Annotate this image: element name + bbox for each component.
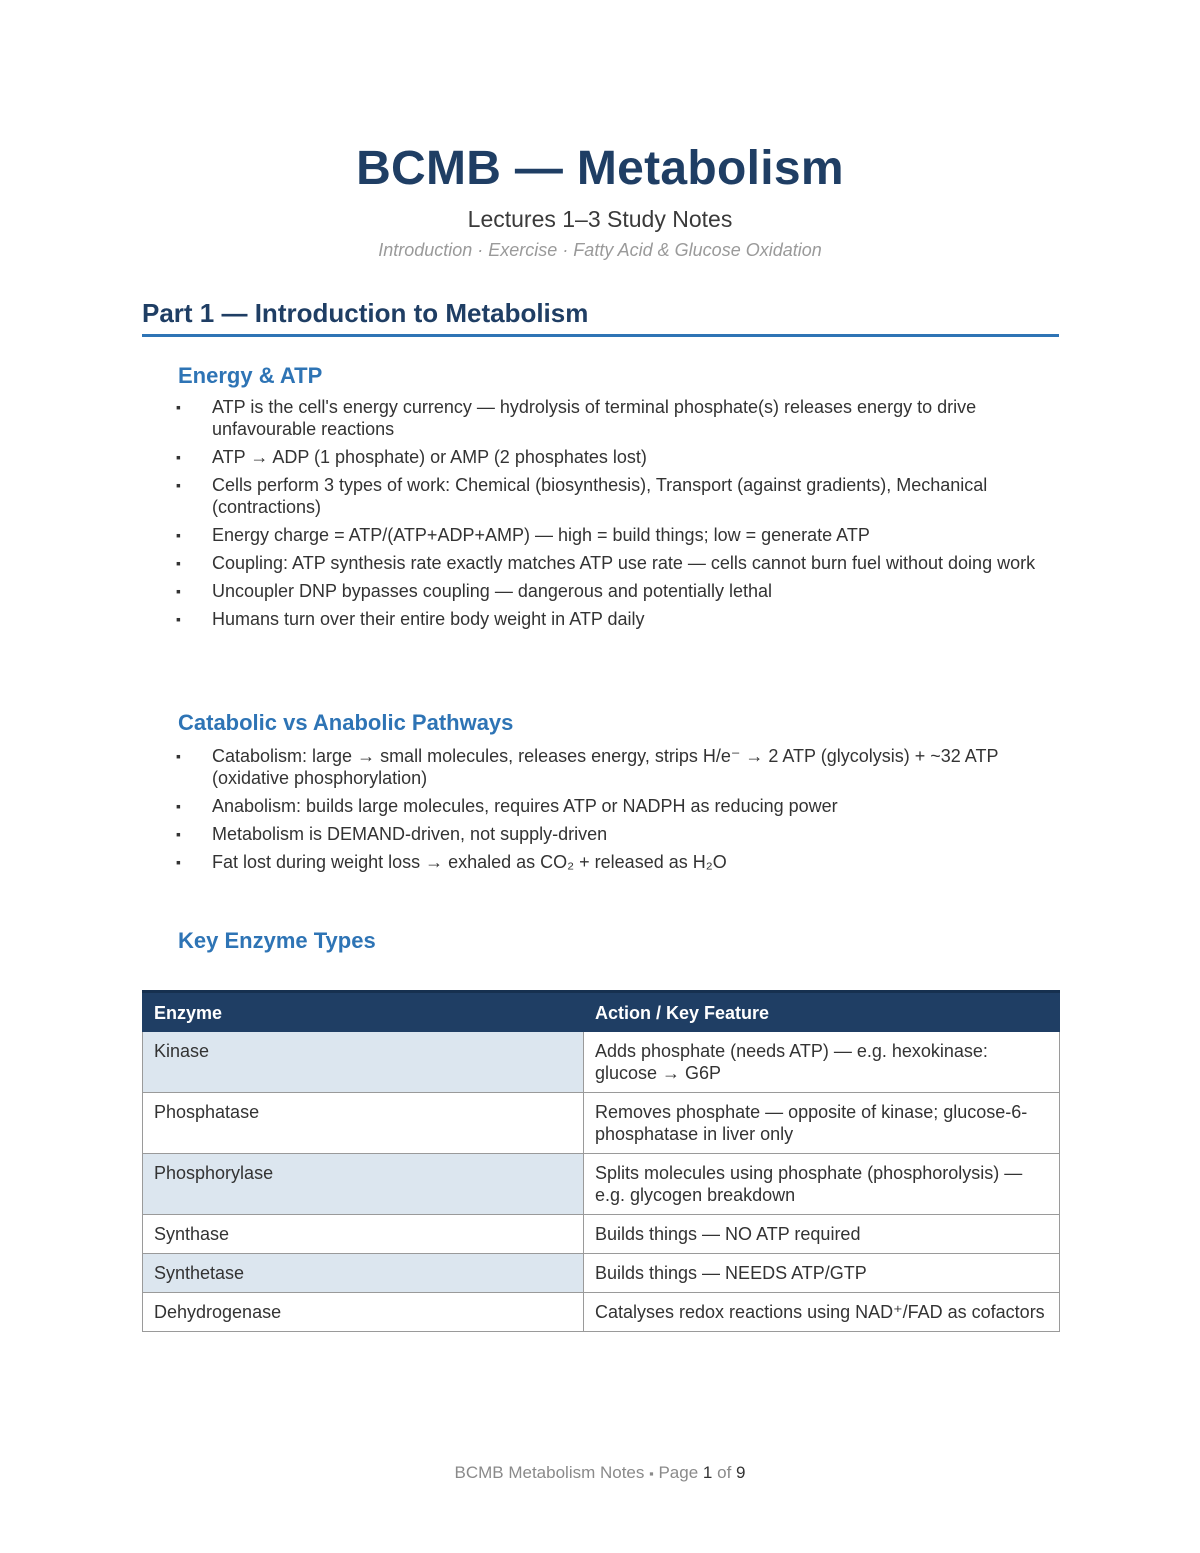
bullet-icon: ▪ — [176, 583, 181, 599]
list-item-text: Energy charge = ATP/(ATP+ADP+AMP) — high = build things; low = generate ATP — [212, 525, 870, 545]
table-row — [143, 1215, 1060, 1254]
bullet-icon: ▪ — [176, 748, 181, 764]
footer-page-total: 9 — [736, 1463, 746, 1482]
bullet-icon: ▪ — [176, 477, 181, 493]
list-item — [176, 396, 1066, 440]
table-cell-enzyme: Phosphatase — [143, 1093, 584, 1154]
list-item — [176, 446, 1066, 468]
table-row — [143, 1254, 1060, 1293]
document-topics: Introduction · Exercise · Fatty Acid & Glucose Oxidation — [378, 240, 822, 260]
list-item-text: Metabolism is DEMAND-driven, not supply-driven — [212, 824, 608, 844]
list-item — [176, 552, 1066, 574]
table-header-enzyme: Enzyme — [143, 992, 584, 1032]
list-item-text: Anabolism: builds large molecules, requires ATP or NADPH as reducing power — [212, 796, 838, 816]
footer-of-word: of — [717, 1463, 732, 1482]
document-title: BCMB — Metabolism — [356, 142, 844, 195]
table-cell-action: Splits molecules using phosphate (phosphorolysis) — e.g. glycogen breakdown — [584, 1154, 1060, 1215]
list-item — [176, 474, 1066, 518]
part-heading: Part 1 — Introduction to Metabolism — [142, 298, 589, 328]
bullet-icon: ▪ — [176, 611, 181, 627]
table-cell-action: Adds phosphate (needs ATP) — e.g. hexokinase: glucose → G6P — [584, 1032, 1060, 1093]
list-item-text: ATP is the cell's energy currency — hydrolysis of terminal phosphate(s) releases energy to drive unfavourable reactions — [212, 397, 977, 439]
table-cell-action: Builds things — NEEDS ATP/GTP — [584, 1254, 1060, 1293]
bullet-icon: ▪ — [176, 826, 181, 842]
table-cell-enzyme: Kinase — [143, 1032, 584, 1093]
page-footer — [0, 1462, 1200, 1485]
section-heading-key-enzymes: Key Enzyme Types — [178, 928, 376, 953]
table-cell-action: Catalyses redox reactions using NAD⁺/FAD as cofactors — [584, 1293, 1060, 1332]
document-subtitle: Lectures 1–3 Study Notes — [467, 206, 733, 232]
table-cell-enzyme: Phosphorylase — [143, 1154, 584, 1215]
bullet-icon: ▪ — [176, 798, 181, 814]
list-item-text: Catabolism: large → small molecules, releases energy, strips H/e⁻ → 2 ATP (glycolysis) + ~32 ATP (oxidative phosphorylation) — [212, 746, 999, 788]
section-heading-catabolic-anabolic: Catabolic vs Anabolic Pathways — [178, 710, 514, 735]
list-item — [176, 823, 1066, 845]
enzyme-table — [142, 990, 1060, 1332]
bullet-list-energy-atp — [176, 396, 1066, 636]
list-item — [176, 580, 1066, 602]
footer-separator-icon: ▪ — [649, 1466, 654, 1481]
list-item-text: Fat lost during weight loss → exhaled as CO₂ + released as H₂O — [212, 852, 727, 872]
table-cell-enzyme: Dehydrogenase — [143, 1293, 584, 1332]
list-item-text: ATP → ADP (1 phosphate) or AMP (2 phosphates lost) — [212, 447, 647, 467]
table-cell-action: Removes phosphate — opposite of kinase; glucose-6-phosphatase in liver only — [584, 1093, 1060, 1154]
list-item-text: Cells perform 3 types of work: Chemical (biosynthesis), Transport (against gradients), Mechanical (contractions) — [212, 475, 988, 517]
list-item — [176, 795, 1066, 817]
table-row — [143, 1154, 1060, 1215]
list-item — [176, 745, 1066, 789]
list-item-text: Coupling: ATP synthesis rate exactly matches ATP use rate — cells cannot burn fuel without doing work — [212, 553, 1036, 573]
section-heading-energy-atp: Energy & ATP — [178, 363, 323, 388]
table-row — [143, 1093, 1060, 1154]
table-row — [143, 1293, 1060, 1332]
footer-page-word: Page — [658, 1463, 699, 1482]
bullet-icon: ▪ — [176, 399, 181, 415]
table-cell-action: Builds things — NO ATP required — [584, 1215, 1060, 1254]
part-divider — [142, 334, 1059, 337]
list-item — [176, 524, 1066, 546]
bullet-icon: ▪ — [176, 449, 181, 465]
footer-page-number: 1 — [702, 1463, 713, 1482]
bullet-icon: ▪ — [176, 527, 181, 543]
list-item — [176, 608, 1066, 630]
table-header-action: Action / Key Feature — [584, 992, 1060, 1032]
table-header-row — [143, 992, 1060, 1032]
list-item — [176, 851, 1066, 873]
list-item-text: Uncoupler DNP bypasses coupling — dangerous and potentially lethal — [212, 581, 773, 601]
table-cell-enzyme: Synthase — [143, 1215, 584, 1254]
list-item-text: Humans turn over their entire body weight in ATP daily — [212, 609, 645, 629]
bullet-list-catabolic-anabolic — [176, 745, 1066, 879]
bullet-icon: ▪ — [176, 854, 181, 870]
table-row — [143, 1032, 1060, 1093]
footer-label: BCMB Metabolism Notes — [454, 1463, 645, 1482]
bullet-icon: ▪ — [176, 555, 181, 571]
table-cell-enzyme: Synthetase — [143, 1254, 584, 1293]
